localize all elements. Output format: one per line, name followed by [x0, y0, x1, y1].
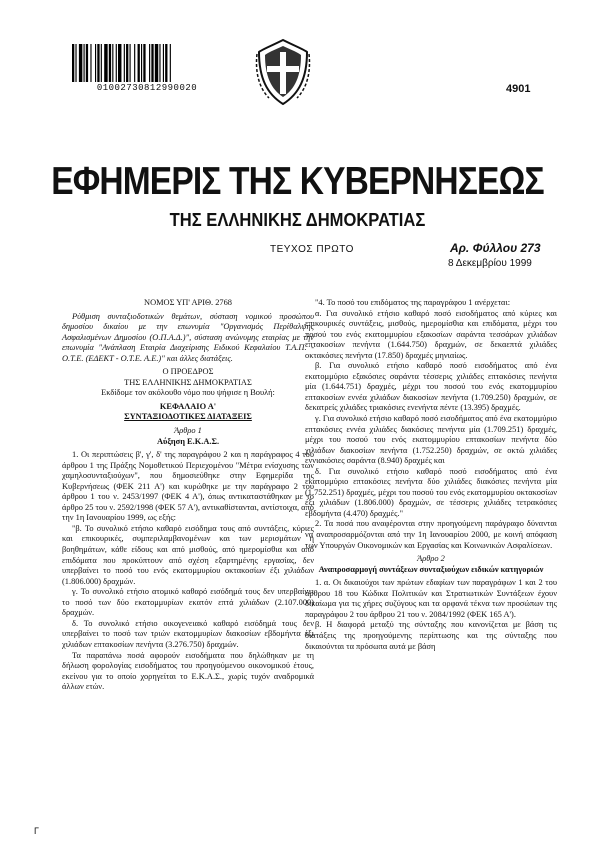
paragraph: γ. Για συνολικό ετήσιο καθαρό ποσό εισοδήματος από ένα εκατομμύριο επτακόσιες εννέα χιλιάδες διακόσιες πενήντα μία (1.709.251) δραχμές, μέχρι του ποσού του ενός εκατομμυρίου επτακοσίων πενήντα δύο χιλιάδων διακοσίων πενήντα (1.752.250) δραχμών, σε οκτώ χιλιάδες εννιακόσιες σαράντα (8.940) δραχμές και: [305, 414, 557, 466]
barcode-bar: [104, 44, 107, 82]
paragraph: "4. Το ποσό του επιδόματος της παραγράφου 1 ανέρχεται:: [315, 298, 511, 307]
paragraph: δ. Το συνολικό ετήσιο οικογενειακό καθαρό εισόδημά τους δεν υπερβαίνει το ποσό των τριών εκατομμυρίων διακοσίων εβδομήντα έξι χιλιάδων επτακοσίων πενήντα (3.276.750) δραχμών.: [62, 618, 314, 649]
article-heading: Άρθρο 1: [174, 426, 202, 436]
barcode-bar: [143, 44, 145, 82]
barcode-bar: [75, 44, 76, 82]
paragraph: γ. Το συνολικό ετήσιο ατομικό καθαρό εισόδημά τους δεν υπερβαίνει το ποσό των δύο εκατομμυρίων εκατόν επτά χιλιάδων (2.107.000) δραχμών.: [62, 587, 314, 618]
republic-heading: ΤΗΣ ΕΛΛΗΝΙΚΗΣ ΔΗΜΟΚΡΑΤΙΑΣ: [124, 377, 252, 387]
paragraph: β. Για συνολικό ετήσιο καθαρό ποσό εισοδήματος από ένα εκατομμύριο εξακόσιες σαράντα τέσσερις χιλιάδες επτακόσιες πενήντα μία (1.644.751) δραχμές, μέχρι του ποσού του ενός εκατομμυρίου επτακοσίων εννέα χιλιάδων διακοσίων πενήντα (1.709.250) δραχμών, σε δεκατρείς χιλιάδες τριακόσιες ενενήντα πέντε (13.395) δραχμές.: [305, 361, 557, 413]
law-number: ΝΟΜΟΣ ΥΠ' ΑΡΙΘ. 2768: [144, 298, 232, 307]
paragraph: 1. α. Οι δικαιούχοι των πρώτων εδαφίων των παραγράφων 1 και 2 του άρθρου 18 του Κώδικα Πολιτικών και Στρατιωτικών Συντάξεων έχουν δικαίωμα για τις χήρες συζύγους και τα ορφανά τέκνα των προσώπων της παραγράφου 2 του άρθρου 21 του ν. 2084/1992 (ΦΕΚ 165 Α').: [305, 578, 557, 619]
paragraph: 2. Τα ποσά που αναφέρονται στην προηγούμενη παράγραφο δύνανται να αναπροσαρμόζονται από την 1η Ιανουαρίου 2000, με κοινή απόφαση των Υπουργών Οικονομικών και Εργασίας και Κοινωνικών Ασφαλίσεων.: [305, 519, 557, 550]
right-column: [305, 298, 557, 652]
barcode-bar: [97, 44, 99, 82]
paragraph: α. Για συνολικό ετήσιο καθαρό ποσό εισοδήματος από κύριες και επικουρικές συντάξεις, μισθούς, ημερομίσθια και επιδόματα, μέχρι του ποσού του ενός εκατομμυρίου εξακοσίων σαράντα τεσσάρων χιλιάδων επτακοσίων πενήντα (1.644.750) δραχμών, σε δεκαεπτά χιλιάδες οκτακόσιες πενήντα (17.850) δραχμές μηνιαίως.: [305, 308, 557, 360]
issue-type: ΤΕΥΧΟΣ ΠΡΩΤΟ: [270, 244, 354, 255]
barcode-bar: [72, 44, 74, 82]
barcode-number: 01002730812990020: [96, 83, 198, 93]
barcode-bar: [141, 44, 142, 82]
barcode-bar: [159, 44, 160, 82]
article-title: Αύξηση Ε.Κ.Α.Σ.: [156, 436, 220, 446]
barcode-bar: [165, 44, 167, 82]
barcode-bar: [134, 44, 135, 82]
barcode-bar: [170, 44, 171, 82]
barcode-bar: [90, 44, 91, 82]
coat-of-arms-emblem: [253, 38, 313, 108]
page-number: 4901: [506, 83, 531, 95]
barcode-bar: [151, 44, 153, 82]
barcode-bar: [130, 44, 131, 82]
paragraph: δ. Για συνολικό ετήσιο καθαρό ποσό εισοδήματος από ένα εκατομμύριο επτακόσιες πενήντα δύο χιλιάδες διακόσιες πενήντα μία (1.752.251) δραχμές, μέχρι του ποσού του ενός εκατομμυρίου οκτακοσίων έξι χιλιάδων (1.806.000) δραχμών, σε τέσσερις χιλιάδες τετρακόσιες εβδομήντα (4.470) δραχμές.": [305, 466, 557, 518]
law-summary: Ρύθμιση συνταξιοδοτικών θεμάτων, σύσταση νομικού προσώπου δημοσίου δικαίου με την επωνυμία "Οργανισμός Περίθαλψης Ασφαλισμένων Δημοσίου (Ο.Π.Α.Δ.)", σύσταση ανώνυμης εταιρίας με την επωνυμία "Ανάπλαση Εταιρία Διαχείρισης Ειδικού Κεφαλαίου Τ.Α.Π. - Ο.Τ.Ε. (ΕΔΕΚΤ - Ο.Τ.Ε. Α.Ε.)" και άλλες διατάξεις.: [62, 311, 314, 363]
chapter-title: ΣΥΝΤΑΞΙΟΔΟΤΙΚΕΣ ΔΙΑΤΑΞΕΙΣ: [124, 412, 252, 422]
barcode-bar: [112, 44, 113, 82]
gazette-title: ΕΦΗΜΕΡΙΣ ΤΗΣ ΚΥΒΕΡΝΗΣΕΩΣ: [51, 160, 544, 203]
barcode-bar: [138, 44, 140, 82]
gazette-subtitle: ΤΗΣ ΕΛΛΗΝΙΚΗΣ ΔΗΜΟΚΡΑΤΙΑΣ: [169, 210, 426, 230]
article-heading: Άρθρο 2: [417, 554, 445, 564]
barcode-bar: [84, 44, 85, 82]
issue-date: 8 Δεκεμβρίου 1999: [448, 258, 532, 269]
president-heading: Ο ΠΡΟΕΔΡΟΣ: [162, 367, 214, 377]
barcode-bar: [116, 44, 117, 82]
barcode-bar: [118, 44, 121, 82]
margin-mark: Γ: [34, 826, 39, 836]
barcode-bar: [95, 44, 96, 82]
barcode-bar: [101, 44, 102, 82]
barcode-bar: [109, 44, 111, 82]
barcode-bar: [79, 44, 82, 82]
paragraph: 1. Οι περιπτώσεις β', γ', δ' της παραγράφου 2 και η παράγραφος 4 του άρθρου 1 της Πράξης Νομοθετικού Περιεχομένου "Μέτρα ενίσχυσης των χαμηλοσυνταξιούχων", που δημοσιεύθηκε στην Εφημερίδα της Κυβερνήσεως (ΦΕΚ 211 Α') και κυρώθηκε με την παράγραφο 2 του άρθρου 1 του ν. 2453/1997 (ΦΕΚ 4 Α'), όπως αντικαταστάθηκαν με το άρθρο 25 του ν. 2592/1998 (ΦΕΚ 57 Α'), αντικαθίστανται, αντίστοιχα, από την 1η Ιανουαρίου 1999, ως εξής:: [62, 450, 314, 523]
sheet-number: Αρ. Φύλλου 273: [450, 241, 541, 255]
barcode: [72, 44, 220, 84]
chapter-heading: ΚΕΦΑΛΑΙΟ Α': [159, 401, 217, 411]
article-title: Αναπροσαρμογή συντάξεων συνταξιούχων ειδικών κατηγοριών: [318, 564, 544, 574]
paragraph: Τα παραπάνω ποσά αφορούν εισοδήματα που δηλώθηκαν με τη δήλωση φορολογίας εισοδήματος του προηγούμενου οικονομικού έτους, εκείνου για το οποίο χορηγείται το Ε.Κ.Α.Σ., χωρίς τυχόν αναδρομικά άλλων ετών.: [62, 650, 314, 692]
barcode-bar: [86, 44, 88, 82]
enactment-formula: Εκδίδομε τον ακόλουθο νόμο που ψήφισε η Βουλή:: [101, 388, 275, 398]
barcode-bar: [155, 44, 158, 82]
paragraph: "β. Το συνολικό ετήσιο καθαρό εισόδημα τους από συντάξεις, κύριες και επικουρικές, συμπεριλαμβανομένων και των μερισμάτων ή βοηθημάτων, κάθε είδους και από μισθούς, από ημερομίσθια και από επιδόματα που προκύπτουν από σχέση εξαρτημένης εργασίας, δεν υπερβαίνει το ποσό του ενός εκατομμυρίου οκτακοσίων έξι χιλιάδων (1.806.000) δραχμών.: [62, 523, 314, 586]
left-column: [62, 298, 314, 693]
barcode-bar: [126, 44, 128, 82]
barcode-bar: [163, 44, 164, 82]
paragraph: β. Η διαφορά μεταξύ της σύνταξης που κανονίζεται με βάση τις διατάξεις της προηγούμενης περίπτωσης και της σύνταξης που δικαιούνται τα πρόσωπα αυτά με βάση: [305, 620, 557, 651]
barcode-bar: [149, 44, 150, 82]
barcode-bar: [124, 44, 125, 82]
